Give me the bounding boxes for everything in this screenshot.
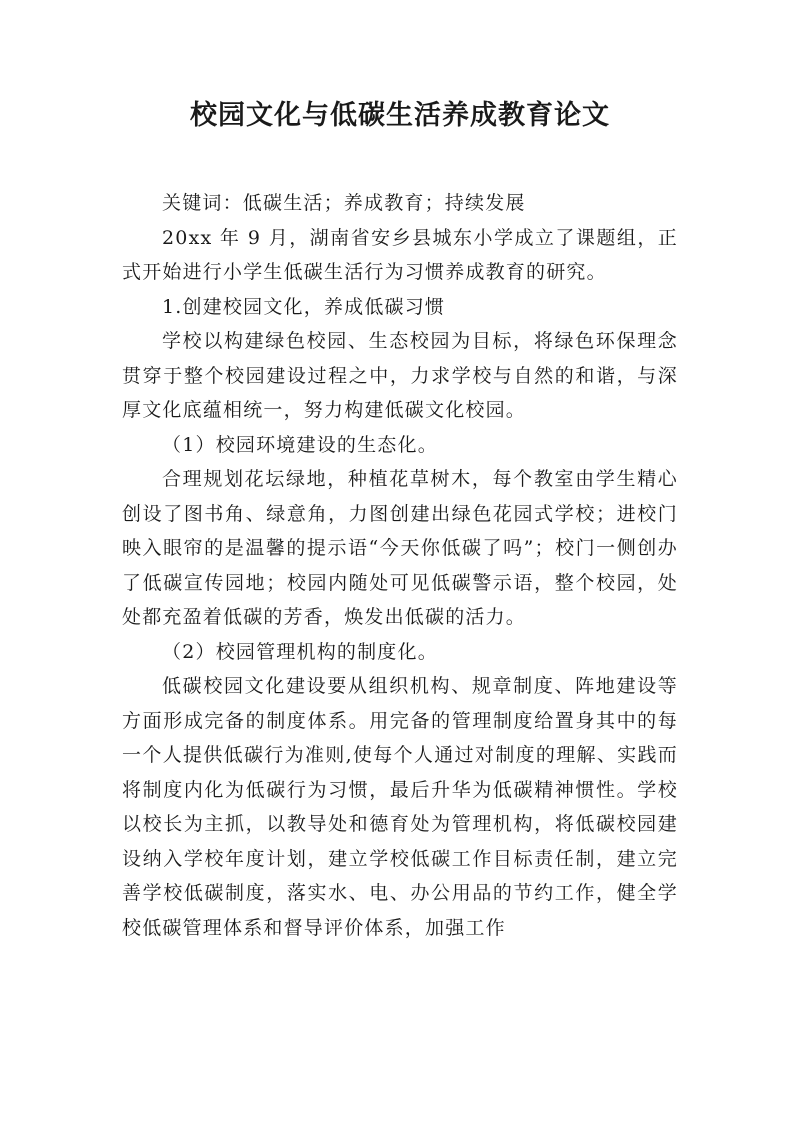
subsection-heading: （2）校园管理机构的制度化。 bbox=[162, 640, 438, 663]
body-paragraph: 低碳校园文化建设要从组织机构、规章制度、阵地建设等方面形成完备的制度体系。用完备的管理制度给置身其中的每一个人提供低碳行为准则,使每个人通过对制度的理解、实践而将制度内化为低碳行为习惯，最后升华为低碳精神惯性。学校以校长为主抓，以教导处和德育处为管理机构，将低碳校园建设纳入学校年度计划，建立学校低碳工作目标责任制，建立完善学校低碳制度，落实水、电、办公用品的节约工作，健全学校低碳管理体系和督导评价体系，加强工作 bbox=[122, 675, 678, 939]
body-paragraph: 学校以构建绿色校园、生态校园为目标，将绿色环保理念贯穿于整个校园建设过程之中，力求学校与自然的和谐，与深厚文化底蕴相统一，努力构建低碳文化校园。 bbox=[122, 330, 678, 421]
body-paragraph: 20xx 年 9 月，湖南省安乡县城东小学成立了课题组，正式开始进行小学生低碳生活行为习惯养成教育的研究。 bbox=[122, 226, 678, 283]
subsection-heading: （1）校园环境建设的生态化。 bbox=[162, 433, 438, 456]
document-title: 校园文化与低碳生活养成教育论文 bbox=[190, 100, 610, 131]
section-heading: 1.创建校园文化，养成低碳习惯 bbox=[162, 295, 446, 318]
body-paragraph: 合理规划花坛绿地，种植花草树木，每个教室由学生精心创设了图书角、绿意角，力图创建出绿色花园式学校；进校门映入眼帘的是温馨的提示语“今天你低碳了吗”；校门一侧创办了低碳宣传园地；校园内随处可见低碳警示语，整个校园，处处都充盈着低碳的芳香，焕发出低碳的活力。 bbox=[122, 468, 678, 628]
keywords-paragraph: 关键词：低碳生活；养成教育；持续发展 bbox=[162, 192, 526, 214]
document-body bbox=[122, 186, 678, 945]
